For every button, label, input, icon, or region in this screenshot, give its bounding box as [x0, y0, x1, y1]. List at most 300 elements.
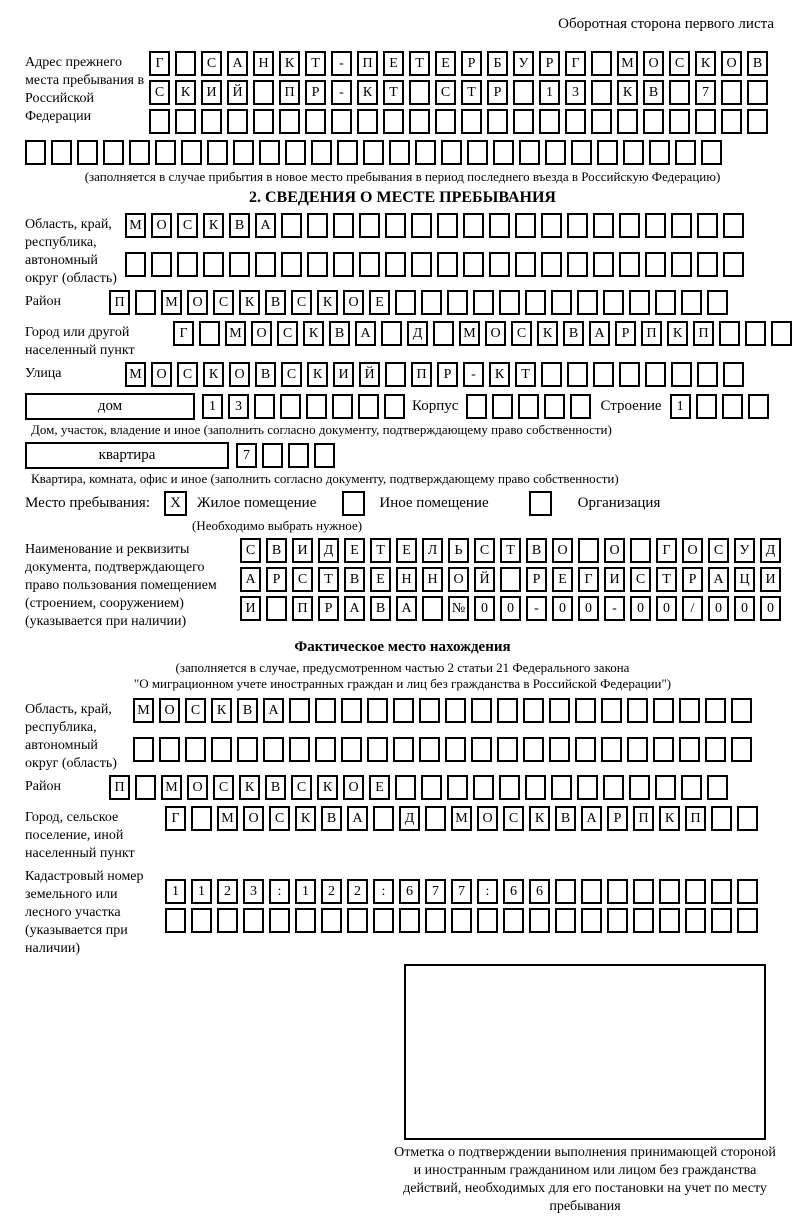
- form-cell[interactable]: О: [343, 775, 364, 800]
- form-cell[interactable]: [181, 140, 202, 165]
- form-cell[interactable]: [659, 879, 680, 904]
- form-cell[interactable]: Т: [318, 567, 339, 592]
- form-cell[interactable]: [518, 394, 539, 419]
- form-cell[interactable]: 1: [295, 879, 316, 904]
- form-cell[interactable]: 2: [321, 879, 342, 904]
- form-cell[interactable]: К: [667, 321, 688, 346]
- form-cell[interactable]: [357, 109, 378, 134]
- form-cell[interactable]: [737, 879, 758, 904]
- form-cell[interactable]: -: [463, 362, 484, 387]
- form-cell[interactable]: С: [177, 362, 198, 387]
- form-cell[interactable]: [619, 213, 640, 238]
- form-cell[interactable]: [737, 806, 758, 831]
- form-cell[interactable]: [419, 737, 440, 762]
- form-cell[interactable]: [135, 290, 156, 315]
- form-cell[interactable]: [581, 879, 602, 904]
- form-cell[interactable]: К: [489, 362, 510, 387]
- form-cell[interactable]: :: [477, 879, 498, 904]
- form-cell[interactable]: [570, 394, 591, 419]
- form-cell[interactable]: Н: [253, 51, 274, 76]
- form-cell[interactable]: 0: [578, 596, 599, 621]
- form-cell[interactable]: [421, 775, 442, 800]
- form-cell[interactable]: [177, 252, 198, 277]
- form-cell[interactable]: [581, 908, 602, 933]
- form-cell[interactable]: [211, 737, 232, 762]
- form-cell[interactable]: [645, 252, 666, 277]
- form-cell[interactable]: В: [370, 596, 391, 621]
- form-cell[interactable]: [471, 698, 492, 723]
- form-cell[interactable]: [373, 908, 394, 933]
- form-cell[interactable]: [549, 737, 570, 762]
- form-cell[interactable]: [389, 140, 410, 165]
- form-cell[interactable]: У: [734, 538, 755, 563]
- form-cell[interactable]: [492, 394, 513, 419]
- form-cell[interactable]: [285, 140, 306, 165]
- form-cell[interactable]: [539, 109, 560, 134]
- form-cell[interactable]: [341, 698, 362, 723]
- form-cell[interactable]: О: [159, 698, 180, 723]
- form-cell[interactable]: О: [643, 51, 664, 76]
- form-cell[interactable]: [477, 908, 498, 933]
- form-cell[interactable]: [347, 908, 368, 933]
- form-cell[interactable]: [435, 109, 456, 134]
- form-cell[interactable]: И: [604, 567, 625, 592]
- form-cell[interactable]: [513, 80, 534, 105]
- form-cell[interactable]: К: [239, 290, 260, 315]
- form-cell[interactable]: [135, 775, 156, 800]
- form-cell[interactable]: [155, 140, 176, 165]
- form-cell[interactable]: Д: [318, 538, 339, 563]
- form-cell[interactable]: [578, 538, 599, 563]
- form-cell[interactable]: [259, 140, 280, 165]
- form-cell[interactable]: М: [125, 362, 146, 387]
- form-cell[interactable]: [567, 213, 588, 238]
- form-cell[interactable]: Г: [173, 321, 194, 346]
- form-cell[interactable]: [633, 908, 654, 933]
- form-cell[interactable]: [519, 140, 540, 165]
- form-cell[interactable]: Т: [500, 538, 521, 563]
- form-cell[interactable]: [723, 362, 744, 387]
- form-cell[interactable]: [437, 213, 458, 238]
- form-cell[interactable]: С: [277, 321, 298, 346]
- form-cell[interactable]: [649, 140, 670, 165]
- form-cell[interactable]: [321, 908, 342, 933]
- form-cell[interactable]: [331, 109, 352, 134]
- form-cell[interactable]: [653, 698, 674, 723]
- form-cell[interactable]: В: [526, 538, 547, 563]
- form-cell[interactable]: [411, 252, 432, 277]
- form-cell[interactable]: [555, 908, 576, 933]
- form-cell[interactable]: Д: [407, 321, 428, 346]
- form-cell[interactable]: [422, 596, 443, 621]
- form-cell[interactable]: 2: [347, 879, 368, 904]
- form-cell[interactable]: К: [295, 806, 316, 831]
- form-cell[interactable]: [567, 362, 588, 387]
- form-cell[interactable]: [281, 252, 302, 277]
- form-cell[interactable]: Е: [369, 775, 390, 800]
- form-cell[interactable]: [597, 140, 618, 165]
- form-cell[interactable]: [679, 698, 700, 723]
- form-cell[interactable]: [630, 538, 651, 563]
- form-cell[interactable]: 6: [503, 879, 524, 904]
- form-cell[interactable]: /: [682, 596, 703, 621]
- form-cell[interactable]: [409, 80, 430, 105]
- form-cell[interactable]: [207, 140, 228, 165]
- form-cell[interactable]: [529, 908, 550, 933]
- form-cell[interactable]: [315, 737, 336, 762]
- form-cell[interactable]: [645, 362, 666, 387]
- form-cell[interactable]: [332, 394, 353, 419]
- form-cell[interactable]: М: [451, 806, 472, 831]
- form-cell[interactable]: [745, 321, 766, 346]
- form-cell[interactable]: 7: [451, 879, 472, 904]
- form-cell[interactable]: 7: [425, 879, 446, 904]
- form-cell[interactable]: С: [185, 698, 206, 723]
- form-cell[interactable]: [467, 140, 488, 165]
- form-cell[interactable]: О: [552, 538, 573, 563]
- form-cell[interactable]: [307, 213, 328, 238]
- form-cell[interactable]: [523, 737, 544, 762]
- form-cell[interactable]: Н: [422, 567, 443, 592]
- form-cell[interactable]: М: [225, 321, 246, 346]
- form-cell[interactable]: О: [229, 362, 250, 387]
- form-cell[interactable]: [266, 596, 287, 621]
- form-cell[interactable]: [471, 737, 492, 762]
- form-cell[interactable]: -: [604, 596, 625, 621]
- form-cell[interactable]: [653, 737, 674, 762]
- form-cell[interactable]: С: [291, 290, 312, 315]
- form-cell[interactable]: С: [474, 538, 495, 563]
- form-cell[interactable]: [500, 567, 521, 592]
- form-cell[interactable]: [175, 109, 196, 134]
- checkbox-other-premises[interactable]: [342, 491, 365, 516]
- form-cell[interactable]: И: [240, 596, 261, 621]
- form-cell[interactable]: 0: [552, 596, 573, 621]
- form-cell[interactable]: [229, 252, 250, 277]
- form-cell[interactable]: [237, 737, 258, 762]
- form-cell[interactable]: [288, 443, 309, 468]
- form-cell[interactable]: С: [201, 51, 222, 76]
- form-cell[interactable]: [367, 698, 388, 723]
- form-cell[interactable]: 1: [165, 879, 186, 904]
- form-cell[interactable]: П: [411, 362, 432, 387]
- form-cell[interactable]: [497, 737, 518, 762]
- form-cell[interactable]: [233, 140, 254, 165]
- form-cell[interactable]: Е: [435, 51, 456, 76]
- form-cell[interactable]: [77, 140, 98, 165]
- form-cell[interactable]: [722, 394, 743, 419]
- form-cell[interactable]: К: [659, 806, 680, 831]
- form-cell[interactable]: [671, 362, 692, 387]
- form-cell[interactable]: [731, 737, 752, 762]
- form-cell[interactable]: [571, 140, 592, 165]
- form-cell[interactable]: [721, 80, 742, 105]
- form-cell[interactable]: О: [187, 775, 208, 800]
- form-cell[interactable]: [489, 252, 510, 277]
- form-cell[interactable]: К: [239, 775, 260, 800]
- form-cell[interactable]: 0: [500, 596, 521, 621]
- form-cell[interactable]: [737, 908, 758, 933]
- form-cell[interactable]: С: [669, 51, 690, 76]
- form-cell[interactable]: [415, 140, 436, 165]
- form-cell[interactable]: В: [643, 80, 664, 105]
- form-cell[interactable]: В: [563, 321, 584, 346]
- form-cell[interactable]: [217, 908, 238, 933]
- form-cell[interactable]: В: [229, 213, 250, 238]
- form-cell[interactable]: [591, 80, 612, 105]
- form-cell[interactable]: :: [269, 879, 290, 904]
- form-cell[interactable]: [262, 443, 283, 468]
- form-cell[interactable]: [671, 213, 692, 238]
- form-cell[interactable]: [425, 908, 446, 933]
- form-cell[interactable]: [359, 252, 380, 277]
- form-cell[interactable]: [555, 879, 576, 904]
- form-cell[interactable]: [747, 109, 768, 134]
- form-cell[interactable]: [669, 109, 690, 134]
- form-cell[interactable]: [445, 737, 466, 762]
- form-cell[interactable]: С: [291, 775, 312, 800]
- form-cell[interactable]: [577, 775, 598, 800]
- form-cell[interactable]: 0: [474, 596, 495, 621]
- form-cell[interactable]: [515, 213, 536, 238]
- form-cell[interactable]: Й: [227, 80, 248, 105]
- form-cell[interactable]: [463, 213, 484, 238]
- form-cell[interactable]: [175, 51, 196, 76]
- form-cell[interactable]: Ц: [734, 567, 755, 592]
- form-cell[interactable]: К: [695, 51, 716, 76]
- form-cell[interactable]: О: [448, 567, 469, 592]
- form-cell[interactable]: [603, 775, 624, 800]
- form-cell[interactable]: [445, 698, 466, 723]
- form-cell[interactable]: [499, 290, 520, 315]
- form-cell[interactable]: П: [633, 806, 654, 831]
- form-cell[interactable]: [659, 908, 680, 933]
- form-cell[interactable]: [623, 140, 644, 165]
- form-cell[interactable]: А: [255, 213, 276, 238]
- form-cell[interactable]: С: [708, 538, 729, 563]
- form-cell[interactable]: [373, 806, 394, 831]
- form-cell[interactable]: -: [331, 51, 352, 76]
- form-cell[interactable]: [593, 362, 614, 387]
- form-cell[interactable]: 0: [630, 596, 651, 621]
- form-cell[interactable]: В: [329, 321, 350, 346]
- form-cell[interactable]: [463, 252, 484, 277]
- form-cell[interactable]: А: [240, 567, 261, 592]
- form-cell[interactable]: [307, 252, 328, 277]
- form-cell[interactable]: С: [435, 80, 456, 105]
- form-cell[interactable]: [487, 109, 508, 134]
- form-cell[interactable]: [306, 394, 327, 419]
- form-cell[interactable]: [645, 213, 666, 238]
- form-cell[interactable]: [711, 879, 732, 904]
- form-cell[interactable]: К: [529, 806, 550, 831]
- checkbox-residential[interactable]: X: [164, 491, 187, 516]
- form-cell[interactable]: А: [708, 567, 729, 592]
- form-cell[interactable]: [541, 362, 562, 387]
- form-cell[interactable]: О: [151, 362, 172, 387]
- form-cell[interactable]: 3: [228, 394, 249, 419]
- form-cell[interactable]: №: [448, 596, 469, 621]
- form-cell[interactable]: О: [343, 290, 364, 315]
- form-cell[interactable]: [289, 737, 310, 762]
- form-cell[interactable]: [253, 109, 274, 134]
- form-cell[interactable]: [159, 737, 180, 762]
- form-cell[interactable]: [771, 321, 792, 346]
- form-cell[interactable]: [593, 252, 614, 277]
- form-cell[interactable]: [441, 140, 462, 165]
- form-cell[interactable]: Т: [383, 80, 404, 105]
- form-cell[interactable]: Б: [487, 51, 508, 76]
- form-cell[interactable]: Г: [165, 806, 186, 831]
- form-cell[interactable]: Р: [305, 80, 326, 105]
- form-cell[interactable]: Р: [437, 362, 458, 387]
- form-cell[interactable]: М: [617, 51, 638, 76]
- form-cell[interactable]: С: [503, 806, 524, 831]
- form-cell[interactable]: [311, 140, 332, 165]
- form-cell[interactable]: О: [151, 213, 172, 238]
- form-cell[interactable]: [544, 394, 565, 419]
- form-cell[interactable]: [575, 698, 596, 723]
- form-cell[interactable]: [269, 908, 290, 933]
- form-cell[interactable]: [705, 737, 726, 762]
- form-cell[interactable]: [565, 109, 586, 134]
- form-cell[interactable]: А: [347, 806, 368, 831]
- form-cell[interactable]: О: [604, 538, 625, 563]
- form-cell[interactable]: Т: [461, 80, 482, 105]
- form-cell[interactable]: К: [317, 290, 338, 315]
- form-cell[interactable]: [619, 252, 640, 277]
- form-cell[interactable]: О: [251, 321, 272, 346]
- form-cell[interactable]: П: [109, 290, 130, 315]
- form-cell[interactable]: [643, 109, 664, 134]
- form-cell[interactable]: Р: [607, 806, 628, 831]
- form-cell[interactable]: [719, 321, 740, 346]
- form-cell[interactable]: [385, 252, 406, 277]
- form-cell[interactable]: П: [279, 80, 300, 105]
- form-cell[interactable]: А: [227, 51, 248, 76]
- house-type-box[interactable]: дом: [25, 393, 195, 420]
- form-cell[interactable]: Г: [565, 51, 586, 76]
- form-cell[interactable]: М: [161, 775, 182, 800]
- form-cell[interactable]: Р: [318, 596, 339, 621]
- form-cell[interactable]: [395, 775, 416, 800]
- form-cell[interactable]: [333, 213, 354, 238]
- form-cell[interactable]: К: [279, 51, 300, 76]
- form-cell[interactable]: [513, 109, 534, 134]
- form-cell[interactable]: [279, 109, 300, 134]
- form-cell[interactable]: [601, 698, 622, 723]
- form-cell[interactable]: Р: [487, 80, 508, 105]
- form-cell[interactable]: К: [303, 321, 324, 346]
- form-cell[interactable]: А: [344, 596, 365, 621]
- form-cell[interactable]: [515, 252, 536, 277]
- form-cell[interactable]: С: [213, 290, 234, 315]
- form-cell[interactable]: 0: [708, 596, 729, 621]
- form-cell[interactable]: [523, 698, 544, 723]
- form-cell[interactable]: [305, 109, 326, 134]
- form-cell[interactable]: [525, 290, 546, 315]
- form-cell[interactable]: Г: [578, 567, 599, 592]
- form-cell[interactable]: [341, 737, 362, 762]
- form-cell[interactable]: М: [217, 806, 238, 831]
- form-cell[interactable]: Д: [760, 538, 781, 563]
- form-cell[interactable]: [466, 394, 487, 419]
- form-cell[interactable]: [451, 908, 472, 933]
- form-cell[interactable]: [697, 252, 718, 277]
- form-cell[interactable]: Е: [344, 538, 365, 563]
- form-cell[interactable]: [129, 140, 150, 165]
- form-cell[interactable]: [433, 321, 454, 346]
- form-cell[interactable]: [165, 908, 186, 933]
- apartment-type-box[interactable]: квартира: [25, 442, 229, 469]
- form-cell[interactable]: О: [485, 321, 506, 346]
- form-cell[interactable]: Н: [396, 567, 417, 592]
- form-cell[interactable]: [254, 394, 275, 419]
- form-cell[interactable]: [607, 879, 628, 904]
- form-cell[interactable]: [701, 140, 722, 165]
- form-cell[interactable]: [25, 140, 46, 165]
- form-cell[interactable]: [551, 775, 572, 800]
- form-cell[interactable]: [447, 775, 468, 800]
- form-cell[interactable]: Й: [474, 567, 495, 592]
- form-cell[interactable]: [199, 321, 220, 346]
- form-cell[interactable]: [425, 806, 446, 831]
- form-cell[interactable]: -: [526, 596, 547, 621]
- form-cell[interactable]: О: [477, 806, 498, 831]
- form-cell[interactable]: [603, 290, 624, 315]
- form-cell[interactable]: [575, 737, 596, 762]
- form-cell[interactable]: Г: [149, 51, 170, 76]
- form-cell[interactable]: У: [513, 51, 534, 76]
- form-cell[interactable]: [191, 908, 212, 933]
- form-cell[interactable]: [419, 698, 440, 723]
- form-cell[interactable]: [629, 775, 650, 800]
- form-cell[interactable]: Л: [422, 538, 443, 563]
- form-cell[interactable]: 2: [217, 879, 238, 904]
- form-cell[interactable]: [411, 213, 432, 238]
- form-cell[interactable]: [685, 908, 706, 933]
- form-cell[interactable]: [655, 775, 676, 800]
- form-cell[interactable]: А: [581, 806, 602, 831]
- form-cell[interactable]: К: [211, 698, 232, 723]
- form-cell[interactable]: [337, 140, 358, 165]
- form-cell[interactable]: [201, 109, 222, 134]
- form-cell[interactable]: Р: [266, 567, 287, 592]
- form-cell[interactable]: [707, 290, 728, 315]
- form-cell[interactable]: 1: [670, 394, 691, 419]
- form-cell[interactable]: [541, 252, 562, 277]
- form-cell[interactable]: С: [292, 567, 313, 592]
- form-cell[interactable]: [627, 698, 648, 723]
- form-cell[interactable]: Р: [526, 567, 547, 592]
- form-cell[interactable]: П: [109, 775, 130, 800]
- form-cell[interactable]: [696, 394, 717, 419]
- form-cell[interactable]: [358, 394, 379, 419]
- form-cell[interactable]: [681, 775, 702, 800]
- form-cell[interactable]: 0: [734, 596, 755, 621]
- form-cell[interactable]: [384, 394, 405, 419]
- form-cell[interactable]: [675, 140, 696, 165]
- form-cell[interactable]: [723, 252, 744, 277]
- form-cell[interactable]: В: [747, 51, 768, 76]
- form-cell[interactable]: И: [292, 538, 313, 563]
- form-cell[interactable]: [314, 443, 335, 468]
- form-cell[interactable]: :: [373, 879, 394, 904]
- form-cell[interactable]: Ь: [448, 538, 469, 563]
- form-cell[interactable]: Т: [370, 538, 391, 563]
- form-cell[interactable]: Р: [539, 51, 560, 76]
- form-cell[interactable]: [149, 109, 170, 134]
